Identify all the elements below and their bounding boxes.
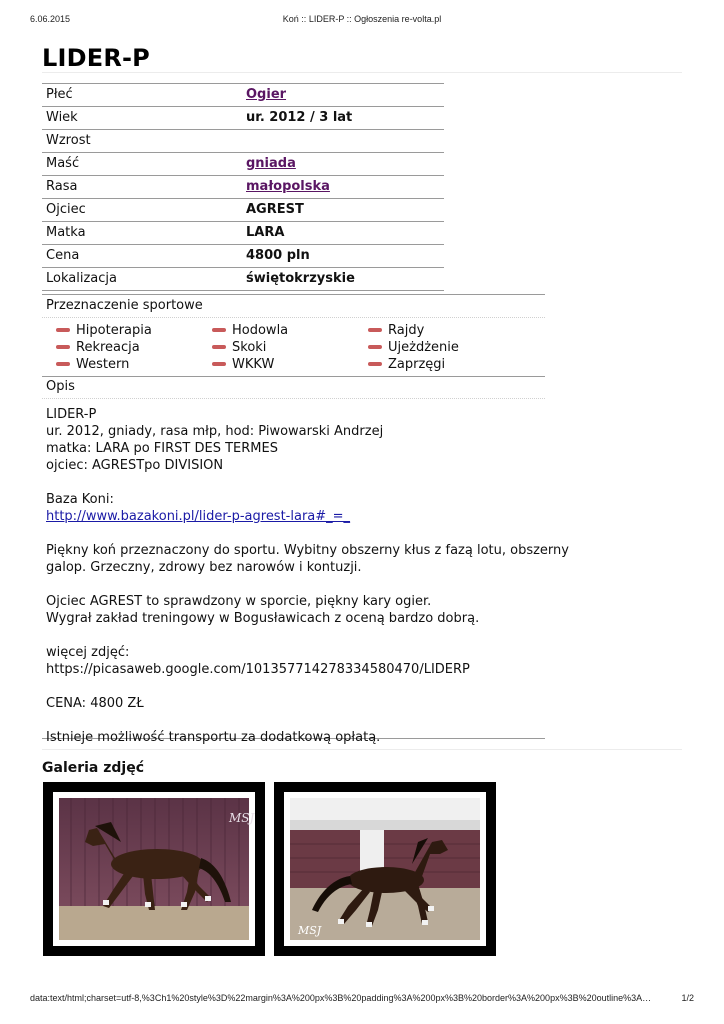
sport-item [212,323,288,339]
sport-item [368,340,459,356]
description-line: Wygrał zakład treningowy w Bogusławicach z oceną bardzo dobrą. [46,611,480,626]
spec-value-link[interactable]: Ogier [246,87,287,102]
bullet-icon [56,362,70,366]
paragraph-gap [46,525,541,542]
print-page-title: Koń :: LIDER-P :: Ogłoszenia re-volta.pl [282,14,442,24]
sport-item [368,323,424,339]
horse-photo-trot [59,798,255,940]
sport-item [368,357,445,373]
spec-label: Wzrost [46,133,91,148]
print-header [30,14,694,28]
description-line: https://picasaweb.google.com/101357714278334580470/LIDERP [46,662,470,677]
photo-frame [53,792,255,946]
spec-row [42,222,444,245]
sport-item-label: Hipoterapia [76,323,152,338]
spec-row [42,130,444,153]
spec-value: ur. 2012 / 3 lat [246,110,353,125]
paragraph-gap [46,678,541,695]
paragraph-gap [46,474,541,491]
sport-item-label: Zaprzęgi [388,357,446,372]
description-body [46,406,569,746]
page-title: LIDER-P [42,44,150,72]
photo-watermark: MSJ [298,924,322,937]
paragraph-gap [46,627,541,644]
bullet-icon [212,362,226,366]
bullet-icon [212,345,226,349]
gallery-divider [42,749,682,750]
paragraph-gap [46,576,541,593]
spec-row [42,153,444,176]
description-line: Piękny koń przeznaczony do sportu. Wybitny obszerny kłus z fazą lotu, obszerny [46,543,569,558]
spec-row [42,199,444,222]
description-line: więcej zdjęć: [46,645,130,660]
bullet-icon [368,362,382,366]
description-line: Ojciec AGREST to sprawdzony w sporcie, piękny kary ogier. [46,594,432,609]
sport-item-label: Rekreacja [76,340,140,355]
spec-label: Matka [46,225,86,240]
gallery-photo-2[interactable] [274,782,496,956]
description-line: CENA: 4800 ZŁ [46,696,144,711]
spec-label: Wiek [46,110,78,125]
specs-table [42,83,444,291]
spec-value-link[interactable]: gniada [246,156,296,171]
bazakoni-link[interactable]: http://www.bazakoni.pl/lider-p-agrest-lara#_=_ [46,509,351,524]
description-line: ojciec: AGRESTpo DIVISION [46,458,224,473]
print-url: data:text/html;charset=utf-8,%3Ch1%20style%3D%22margin%3A%200px%3B%20padding%3A%200px%3B%20border%3A%200px%3B%20outline%3A… [30,993,652,1003]
sport-item-label: Hodowla [232,323,289,338]
spec-row [42,268,444,291]
spec-value-link[interactable]: małopolska [246,179,330,194]
sport-item [56,323,152,339]
print-page-number: 1/2 [681,993,694,1003]
paragraph-gap [46,712,541,729]
spec-value: AGREST [246,202,304,217]
gallery-photo-1[interactable] [43,782,265,956]
sport-item-label: Ujeżdżenie [388,340,459,355]
spec-value: świętokrzyskie [246,271,355,286]
photo-watermark: MSJ [229,811,255,825]
spec-row [42,176,444,199]
sport-item-label: Skoki [232,340,267,355]
sport-item [56,340,140,356]
gallery-title: Galeria zdjęć [42,760,145,776]
print-footer [30,993,694,1007]
bullet-icon [368,345,382,349]
description-line: matka: LARA po FIRST DES TERMES [46,441,278,456]
spec-row [42,107,444,130]
sport-section [42,294,545,377]
description-heading: Opis [42,376,545,399]
description-line: Istnieje możliwość transportu za dodatkową opłatą. [46,730,381,745]
spec-row [42,245,444,268]
bullet-icon [56,345,70,349]
spec-value: 4800 pln [246,248,310,263]
description-line [46,508,541,525]
spec-row [42,84,444,107]
bullet-icon [368,328,382,332]
title-divider [42,72,682,73]
description-line: LIDER-P [46,407,97,422]
spec-label: Cena [46,248,80,263]
bullet-icon [56,328,70,332]
print-date: 6.06.2015 [30,14,71,24]
photo-frame [284,792,486,946]
spec-label: Lokalizacja [46,271,117,286]
spec-label: Ojciec [46,202,86,217]
description-line: ur. 2012, gniady, rasa młp, hod: Piwowarski Andrzej [46,424,384,439]
sport-item [212,340,266,356]
description-section [42,376,569,745]
bullet-icon [212,328,226,332]
spec-value: LARA [246,225,285,240]
spec-label: Rasa [46,179,78,194]
horse-photo-canter [290,798,480,940]
spec-label: Maść [46,156,80,171]
description-line: galop. Grzeczny, zdrowy bez narowów i kontuzji. [46,560,362,575]
sport-heading: Przeznaczenie sportowe [42,295,545,318]
spec-label: Płeć [46,87,73,102]
sport-item-label: Western [76,357,130,372]
sport-item-label: Rajdy [388,323,425,338]
description-line: Baza Koni: [46,492,114,507]
sport-item-label: WKKW [232,357,275,372]
sport-item [212,357,274,373]
sport-item [56,357,129,373]
